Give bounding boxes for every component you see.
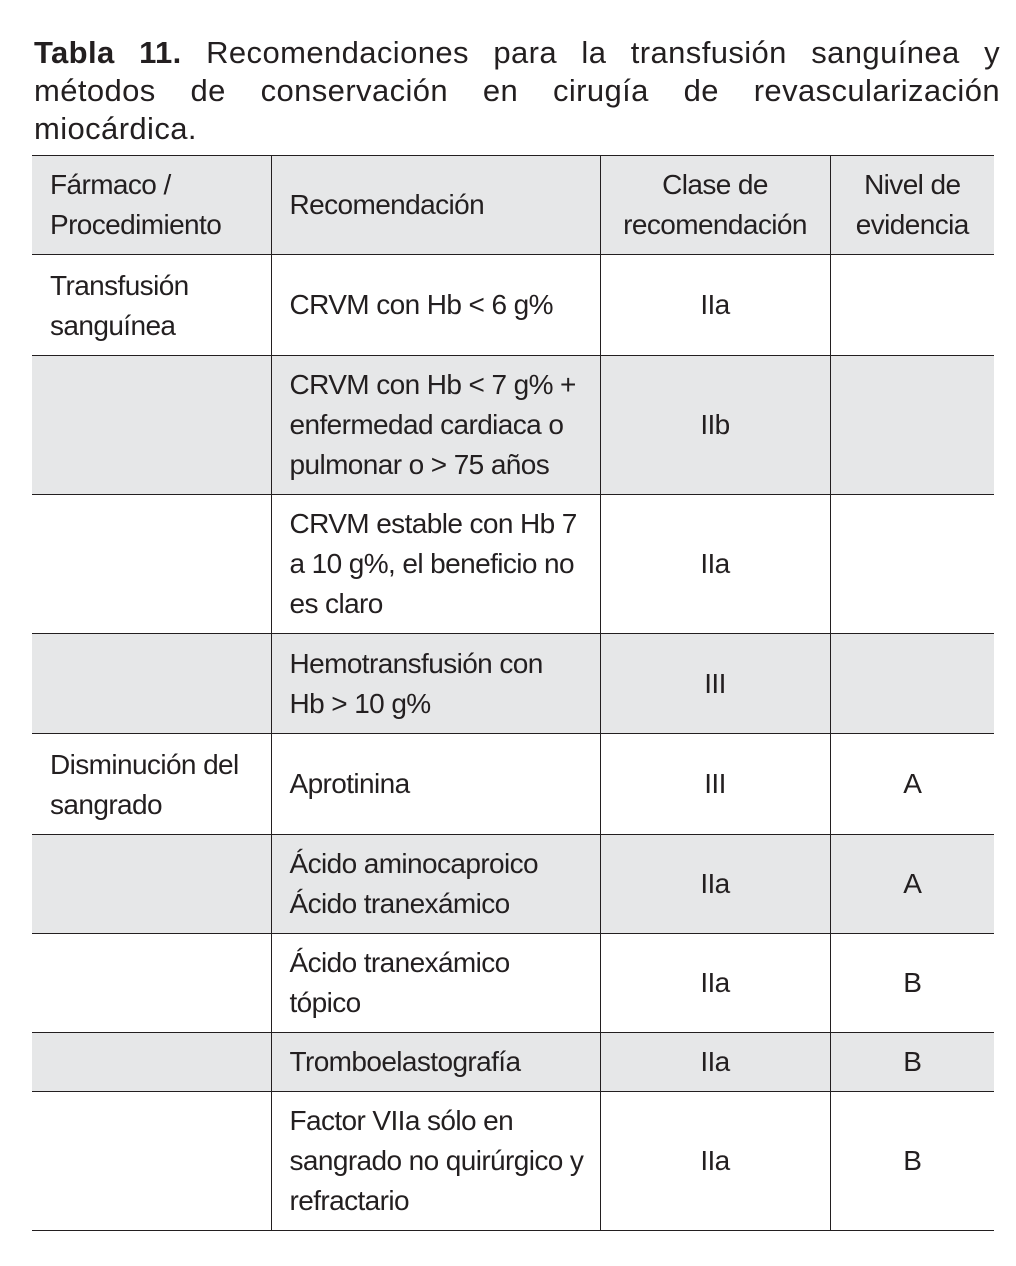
header-evidence: Nivel de evidencia [830,156,994,255]
class-cell: IIa [600,1092,830,1231]
table-row [32,356,994,495]
table-caption [34,34,1000,148]
class-cell: IIa [600,495,830,634]
evidence-cell: A [830,835,994,934]
table-header-row [32,156,994,255]
class-cell: IIa [600,934,830,1033]
class-cell: IIa [600,1033,830,1092]
table-caption-text: Recomendaciones para la transfusión sanguínea y métodos de conservación en cirugía de revascularización miocárdica. [34,35,1000,146]
recommendation-cell: Hemotransfusión con Hb > 10 g% [271,634,600,734]
evidence-cell [830,495,994,634]
drug-cell: Transfusión sanguínea [32,255,271,356]
table-row [32,934,994,1033]
drug-cell [32,835,271,934]
header-recommendation: Recomendación [271,156,600,255]
recommendation-cell: Tromboelastografía [271,1033,600,1092]
evidence-cell: B [830,1033,994,1092]
evidence-cell [830,356,994,495]
class-cell: IIa [600,835,830,934]
class-cell: III [600,734,830,835]
table-row [32,1092,994,1231]
table-row [32,634,994,734]
evidence-cell [830,634,994,734]
drug-cell [32,356,271,495]
drug-cell [32,934,271,1033]
table-row [32,734,994,835]
table-row [32,495,994,634]
class-cell: IIb [600,356,830,495]
table-row [32,835,994,934]
drug-cell [32,634,271,734]
recommendation-cell: Aprotinina [271,734,600,835]
evidence-cell: A [830,734,994,835]
drug-cell: Disminución del sangrado [32,734,271,835]
drug-cell [32,495,271,634]
recommendation-cell: CRVM con Hb < 7 g% + enfermedad cardiaca o pulmonar o > 75 años [271,356,600,495]
drug-cell [32,1033,271,1092]
recommendation-cell: Ácido aminocaproico Ácido tranexámico [271,835,600,934]
recommendation-cell: Factor VIIa sólo en sangrado no quirúrgico y refractario [271,1092,600,1231]
recommendation-cell: CRVM estable con Hb 7 a 10 g%, el beneficio no es claro [271,495,600,634]
evidence-cell [830,255,994,356]
drug-cell [32,1092,271,1231]
recommendation-cell: Ácido tranexámico tópico [271,934,600,1033]
header-drug: Fármaco / Procedimiento [32,156,271,255]
recommendations-table [32,155,994,1231]
class-cell: III [600,634,830,734]
evidence-cell: B [830,934,994,1033]
header-class: Clase de recomendación [600,156,830,255]
evidence-cell: B [830,1092,994,1231]
table-row [32,1033,994,1092]
recommendation-cell: CRVM con Hb < 6 g% [271,255,600,356]
table-caption-label: Tabla 11. [34,35,182,70]
table-row [32,255,994,356]
class-cell: IIa [600,255,830,356]
